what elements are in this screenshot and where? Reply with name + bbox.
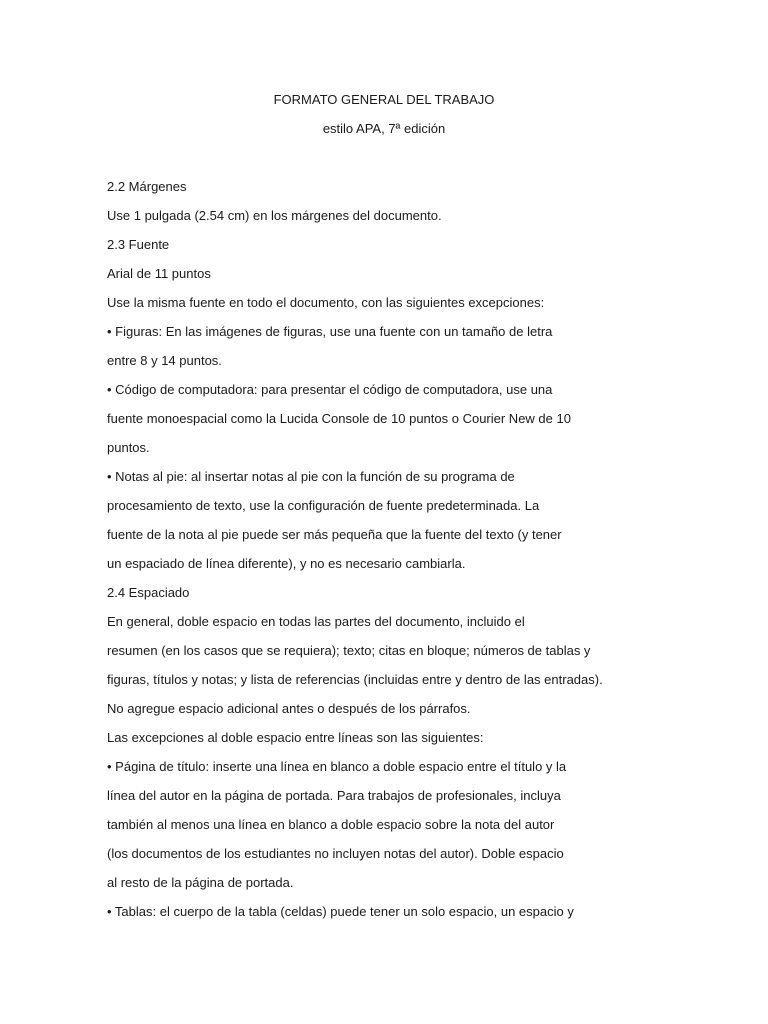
text-line: un espaciado de línea diferente), y no es necesario cambiarla. <box>107 556 466 571</box>
heading-espaciado: 2.4 Espaciado <box>107 585 190 600</box>
text-line: figuras, títulos y notas; y lista de referencias (incluidas entre y dentro de las entradas). <box>107 672 603 687</box>
bullet-line: • Página de título: inserte una línea en blanco a doble espacio entre el título y la <box>107 759 567 774</box>
text-line: también al menos una línea en blanco a doble espacio sobre la nota del autor <box>107 817 555 832</box>
text-line: Las excepciones al doble espacio entre líneas son las siguientes: <box>107 730 484 745</box>
text-line: Arial de 11 puntos <box>107 266 211 281</box>
text-line: (los documentos de los estudiantes no incluyen notas del autor). Doble espacio <box>107 846 564 861</box>
bullet-line: • Figuras: En las imágenes de figuras, use una fuente con un tamaño de letra <box>107 324 553 339</box>
text-line: entre 8 y 14 puntos. <box>107 353 222 368</box>
document-subtitle: estilo APA, 7ª edición <box>322 121 446 136</box>
bullet-line: • Tablas: el cuerpo de la tabla (celdas) puede tener un solo espacio, un espacio y <box>107 904 574 919</box>
heading-margenes: 2.2 Márgenes <box>107 179 187 194</box>
text-line: No agregue espacio adicional antes o después de los párrafos. <box>107 701 471 716</box>
text-line: línea del autor en la página de portada. Para trabajos de profesionales, incluya <box>107 788 561 803</box>
text-line: Use la misma fuente en todo el documento, con las siguientes excepciones: <box>107 295 545 310</box>
text-line: resumen (en los casos que se requiera); texto; citas en bloque; números de tablas y <box>107 643 591 658</box>
text-line: al resto de la página de portada. <box>107 875 294 890</box>
text-line: procesamiento de texto, use la configuración de fuente predeterminada. La <box>107 498 540 513</box>
heading-fuente: 2.3 Fuente <box>107 237 170 252</box>
text-line: En general, doble espacio en todas las partes del documento, incluido el <box>107 614 525 629</box>
text-line: puntos. <box>107 440 150 455</box>
text-line: Use 1 pulgada (2.54 cm) en los márgenes del documento. <box>107 208 442 223</box>
document-body <box>107 179 707 933</box>
bullet-line: • Notas al pie: al insertar notas al pie con la función de su programa de <box>107 469 515 484</box>
text-line: fuente de la nota al pie puede ser más pequeña que la fuente del texto (y tener <box>107 527 562 542</box>
bullet-line: • Código de computadora: para presentar el código de computadora, use una <box>107 382 553 397</box>
document-title: FORMATO GENERAL DEL TRABAJO <box>273 92 495 107</box>
text-line: fuente monoespacial como la Lucida Console de 10 puntos o Courier New de 10 <box>107 411 571 426</box>
